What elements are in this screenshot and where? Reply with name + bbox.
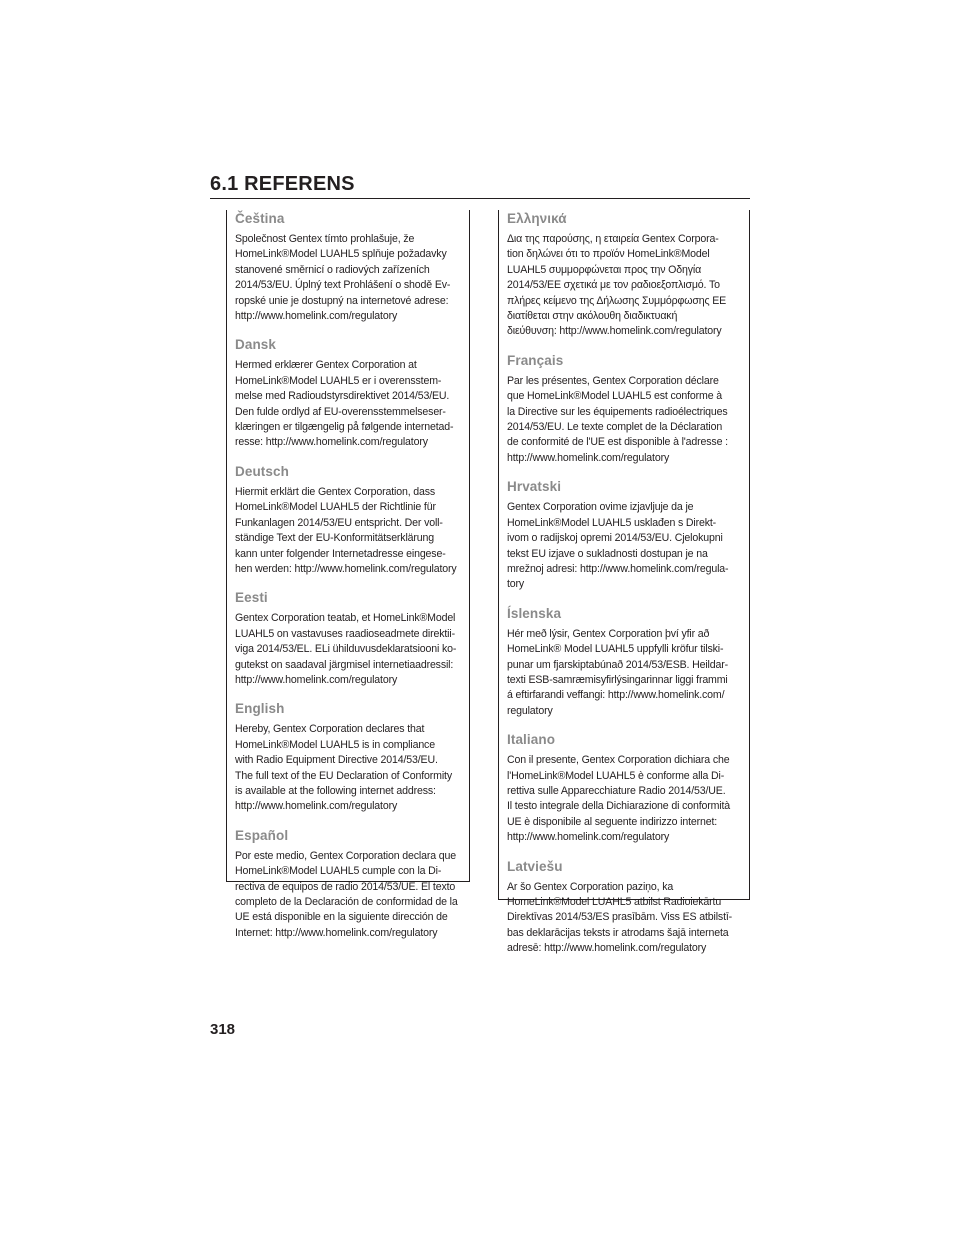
lang-title: Íslenska [507,605,562,621]
lang-section-eesti [235,589,469,688]
lang-text: Ar šo Gentex Corporation paziņo, ka HomeLink®Model LUAHL5 atbilst Radioiekārtu Direktīvas 2014/53/ES prasībām. Viss ES atbilstī- bas deklarācijas teksts ir atrodams šajā interneta adresē: http://www.homelink.com/regulatory [507,880,733,955]
page-number: 318 [210,1021,236,1038]
lang-section-english [235,700,469,814]
chapter-divider [210,198,750,199]
lang-text: Gentex Corporation teatab, et HomeLink®Model LUAHL5 on vastavuses raadioseadmete direktii- viga 2014/53/EL. ELi ühilduvusdeklaratsiooni ko- gutekst on saadaval järgmisel internetiaadressil: http://www.homelink.com/regulatory [235,612,457,686]
lang-text: Hér með lýsir, Gentex Corporation því yfir að HomeLink® Model LUAHL5 uppfylli kröfur tilski- punar um fjarskiptabúnað 2014/53/ESB. Heildar- texti ESB-samræmisyfirlýsingarinnar liggi frammi á eftirfarandi veffangi: http://www.homelink.com/ regulatory [507,627,729,717]
lang-section-islenska [507,605,749,719]
lang-text: Con il presente, Gentex Corporation dichiara che l'HomeLink®Model LUAHL5 è conforme alla Di- rettiva sulle Apparecchiature Radio 2014/53/UE. Il testo integrale della Dichiarazione di conformità UE è disponibile al seguente indirizzo internet: http://www.homelink.com/regulatory [507,754,731,844]
lang-title: English [235,701,285,717]
lang-title: Ελληνικά [507,211,567,226]
lang-section-hrvatski [507,478,749,592]
lang-title: Deutsch [235,463,289,479]
lang-section-deutsch [235,463,469,577]
lang-title: Eesti [235,590,268,606]
lang-text: Δια της παρούσης, η εταιρεία Gentex Corpora- tion δηλώνει ότι το προϊόν HomeLink®Model LUAHL5 συμμορφώνεται προς την Οδηγία 2014/53/ΕΕ σχετικά με τον ραδιοεξοπλισμό. Το πλήρες κείμενο της Δήλωσης Συμμόρφωσης ΕΕ διατίθεται στην ακόλουθη διαδικτυακή διεύθυνση: http://www.homelink.com/regulatory [507,233,727,338]
lang-title: Čeština [235,211,285,226]
declarations-right-column [498,210,750,955]
lang-section-italiano [507,731,749,845]
lang-section-dansk [235,336,469,450]
lang-text: Hiermit erklärt die Gentex Corporation, dass HomeLink®Model LUAHL5 der Richtlinie für Funkanlagen 2014/53/EU entspricht. Der voll- ständige Text der EU-Konformitätserklärung kann unter folgender Internetadresse eingese- hen werden: http://www.homelink.com/regulatory [235,485,457,575]
lang-title: Français [507,352,564,368]
lang-title: Español [235,827,289,843]
lang-title: Hrvatski [507,479,562,495]
lang-section-cestina [235,210,469,324]
lang-title: Dansk [235,337,277,353]
lang-text: Hereby, Gentex Corporation declares that HomeLink®Model LUAHL5 is in compliance with Radio Equipment Directive 2014/53/EU. The full text of the EU Declaration of Conformity is available at the following internet address: http://www.homelink.com/regulatory [235,723,452,813]
lang-title: Latviešu [507,858,563,874]
lang-text: Hermed erklærer Gentex Corporation at HomeLink®Model LUAHL5 er i overensstem- melse med Radioudstyrsdirektivet 2014/53/EU. Den fulde ordlyd af EU-overensstemmelseser- klæringen er tilgængelig på følgende internetad- resse: http://www.homelink.com/regulatory [235,359,454,449]
declarations-left-column [226,210,470,939]
lang-section-francais [507,352,749,466]
lang-text: Par les présentes, Gentex Corporation déclare que HomeLink®Model LUAHL5 est conforme à la Directive sur les équipements radioélectriques 2014/53/EU. Le texte complet de la Déclaration de conformité de l'UE est disponible à l'adresse : http://www.homelink.com/regulatory [507,374,728,464]
lang-text: Společnost Gentex tímto prohlašuje, že HomeLink®Model LUAHL5 splňuje požadavky stanovené směrnicí o radiových zařízeních 2014/53/EU. Úplný text Prohlášení o shodě Ev- ropské unie je dostupný na internetové adrese: http://www.homelink.com/regulatory [235,233,451,323]
lang-text: Por este medio, Gentex Corporation declara que HomeLink®Model LUAHL5 cumple con la Di- rectiva de equipos de radio 2014/53/UE. El texto completo de la Declaración de conformidad de la UE está disponible en la siguiente dirección de Internet: http://www.homelink.com/regulatory [235,849,458,939]
chapter-title: 6.1 REFERENS [210,173,355,195]
lang-text: Gentex Corporation ovime izjavljuje da je HomeLink®Model LUAHL5 usklađen s Direkt- ivom o radijskoj opremi 2014/53/EU. Cjelokupni tekst EU izjave o sukladnosti dostupan je na mrežnoj adresi: http://www.homelink.com/regula- tory [507,501,729,591]
lang-section-espanol [235,827,469,941]
lang-section-latviesu [507,858,749,957]
lang-title: Italiano [507,732,556,748]
lang-section-ellinika [507,210,749,340]
